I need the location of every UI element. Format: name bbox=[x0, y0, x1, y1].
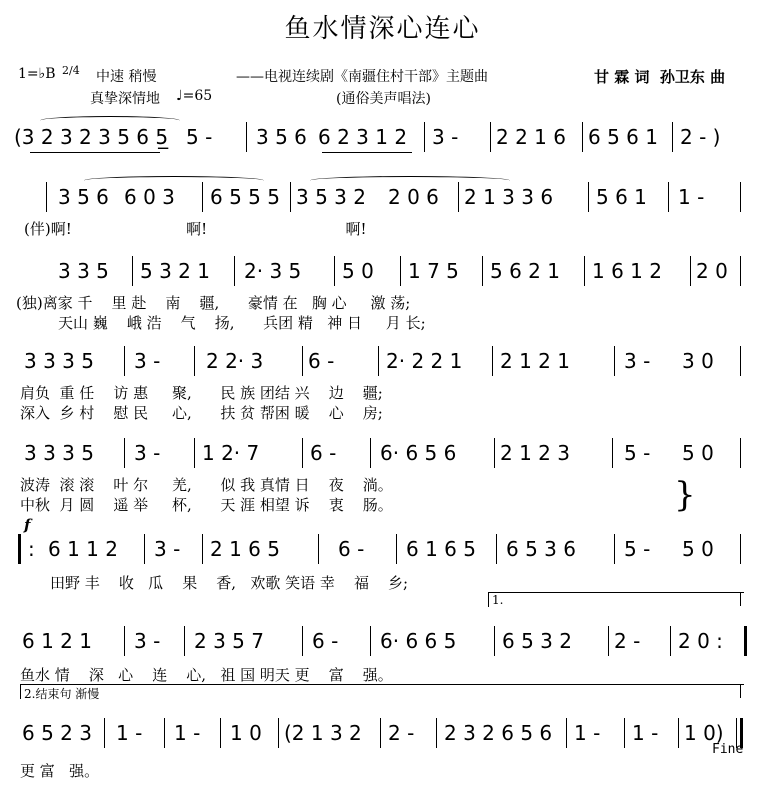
expression-mark: 真挚深情地 bbox=[90, 91, 160, 107]
measure: (3 2 3 2 3 5 6 5̲ bbox=[14, 125, 169, 149]
measure: 2 3 5 7 bbox=[194, 629, 264, 653]
measure: 6 0 3 bbox=[124, 185, 175, 209]
measure: 6 - bbox=[308, 349, 335, 373]
notation-row-2 bbox=[0, 182, 765, 216]
measure: 5 6 1 bbox=[596, 185, 647, 209]
measure: 6 - bbox=[312, 629, 339, 653]
measure: 6 2 3 1 2 bbox=[318, 125, 408, 149]
measure: 2 3 2 6 5 6 bbox=[444, 721, 553, 745]
measure: 6 5 3 2 bbox=[502, 629, 572, 653]
lyrics-verse1-line2: 天山 巍 峨 浩 气 扬, 兵团 精 神 日 月 长; bbox=[58, 314, 426, 332]
measure: 1 7 5 bbox=[408, 259, 459, 283]
notation-row-4 bbox=[0, 346, 765, 380]
measure: 2 1 3 3 6 bbox=[464, 185, 554, 209]
measure: 3 - bbox=[134, 629, 161, 653]
measure: 5 - bbox=[624, 441, 651, 465]
measure: 5 6 2 1 bbox=[490, 259, 560, 283]
notation-row-6 bbox=[0, 534, 765, 568]
measure: 6 - bbox=[338, 537, 365, 561]
notation-row-8 bbox=[0, 718, 765, 752]
measure: 3 5 6 bbox=[256, 125, 307, 149]
measure: 6 1 6 5 bbox=[406, 537, 476, 561]
notation-row-1 bbox=[0, 122, 765, 156]
measure: 3 - bbox=[624, 349, 651, 373]
measure: 6 5 6 1 bbox=[588, 125, 658, 149]
measure: 3 3 3 5 bbox=[24, 349, 94, 373]
measure: 6 1 2 1 bbox=[22, 629, 92, 653]
barline bbox=[424, 122, 425, 152]
repeat-start: : bbox=[28, 537, 35, 561]
barline bbox=[582, 122, 583, 152]
lyrics-verse3-line2: 中秋 月 圆 遥 举 杯, 天 涯 相望 诉 衷 肠。 bbox=[20, 496, 393, 514]
time-signature: 2/4 bbox=[62, 64, 80, 77]
credits: 甘 霖 词 孙卫东 曲 bbox=[594, 68, 726, 86]
lyrics-chorus-line1: 田野 丰 收 瓜 果 香, 欢歌 笑语 幸 福 乡; bbox=[50, 574, 409, 592]
measure: 2 1 6 5 bbox=[210, 537, 280, 561]
measure: 1 2· 7 bbox=[202, 441, 260, 465]
measure: 5 0 bbox=[342, 259, 374, 283]
lyrics-verse3-line1: 波涛 滚 滚 叶 尔 羌, 似 我 真情 日 夜 淌。 bbox=[20, 476, 393, 494]
measure: 1 - bbox=[116, 721, 143, 745]
measure: 3 - bbox=[154, 537, 181, 561]
lyrics-ending: 更 富 强。 bbox=[20, 762, 100, 780]
barline bbox=[246, 122, 247, 152]
measure: 2 2 1 6 bbox=[496, 125, 566, 149]
song-title: 鱼水情深心连心 bbox=[284, 14, 481, 44]
key-signature: 1=♭B bbox=[18, 66, 56, 82]
measure: 1 - bbox=[632, 721, 659, 745]
repeat-end-measure: 2 0 : bbox=[678, 629, 723, 653]
measure: 1 0 bbox=[230, 721, 262, 745]
measure: 5 3 2 1 bbox=[140, 259, 210, 283]
lyrics-verse2-line1: 肩负 重 任 访 惠 聚, 民 族 团结 兴 边 疆; bbox=[20, 384, 383, 402]
measure: 3 0 bbox=[682, 349, 714, 373]
notation-row-7 bbox=[0, 626, 765, 660]
measure: 3 5 3 2 bbox=[296, 185, 366, 209]
volta-2: 2.结束句 渐慢 bbox=[20, 684, 744, 699]
lyrics-verse2-line2: 深入 乡 村 慰 民 心, 扶 贫 帮困 暖 心 房; bbox=[20, 404, 383, 422]
notation-row-5 bbox=[0, 438, 765, 472]
tempo-mark: ♩=65 bbox=[176, 88, 213, 104]
measure: 6 - bbox=[310, 441, 337, 465]
measure: 5 - bbox=[624, 537, 651, 561]
measure: 6 5 5 5 bbox=[210, 185, 280, 209]
fine-mark: Fine bbox=[712, 742, 744, 757]
measure: 2 - ) bbox=[680, 125, 721, 149]
measure: 3 - bbox=[432, 125, 459, 149]
measure: 2· 2 2 1 bbox=[386, 349, 463, 373]
measure: 2· 3 5 bbox=[244, 259, 302, 283]
measure: 5 0 bbox=[682, 537, 714, 561]
notation-row-3 bbox=[0, 256, 765, 290]
measure: 2 - bbox=[388, 721, 415, 745]
measure: 2 0 6 bbox=[388, 185, 439, 209]
measure: 3 3 3 5 bbox=[24, 441, 94, 465]
measure: 5 - bbox=[186, 125, 213, 149]
measure: 6· 6 5 6 bbox=[380, 441, 457, 465]
measure: 2 1 2 3 bbox=[500, 441, 570, 465]
dynamic-mark: f bbox=[24, 516, 31, 534]
measure: 1 0) bbox=[684, 721, 724, 745]
measure: 6 1 1 2 bbox=[48, 537, 118, 561]
barline bbox=[490, 122, 491, 152]
measure: 2 - bbox=[614, 629, 641, 653]
measure: 1 - bbox=[678, 185, 705, 209]
style-note: (通俗美声唱法) bbox=[336, 91, 431, 107]
lyrics-chorus-line2: 鱼水 情 深 心 连 心, 祖 国 明天 更 富 强。 bbox=[20, 666, 393, 684]
subtitle: ——电视连续剧《南疆住村干部》主题曲 bbox=[236, 69, 488, 85]
verse-brace: } bbox=[674, 475, 696, 515]
measure: 3 - bbox=[134, 349, 161, 373]
measure: 1 - bbox=[174, 721, 201, 745]
volta-1: 1. bbox=[488, 592, 744, 607]
lyrics-accompaniment: (伴)啊! 啊! 啊! bbox=[24, 220, 367, 238]
measure: 5 0 bbox=[682, 441, 714, 465]
measure: 3 3 5 bbox=[58, 259, 109, 283]
measure: 6 5 2 3 bbox=[22, 721, 92, 745]
measure: 2 0 bbox=[696, 259, 728, 283]
measure: 3 5 6 bbox=[58, 185, 109, 209]
barline bbox=[672, 122, 673, 152]
measure: 6· 6 6 5 bbox=[380, 629, 457, 653]
measure: 2 1 2 1 bbox=[500, 349, 570, 373]
measure: 3 - bbox=[134, 441, 161, 465]
measure: 1 6 1 2 bbox=[592, 259, 662, 283]
measure: 1 - bbox=[574, 721, 601, 745]
measure: 6 5 3 6 bbox=[506, 537, 576, 561]
lyrics-verse1-line1: (独)离家 千 里 赴 南 疆, 豪情 在 胸 心 激 荡; bbox=[16, 294, 411, 312]
tempo-text: 中速 稍慢 bbox=[96, 69, 157, 85]
measure: (2 1 3 2 bbox=[284, 721, 362, 745]
measure: 2 2· 3 bbox=[206, 349, 264, 373]
